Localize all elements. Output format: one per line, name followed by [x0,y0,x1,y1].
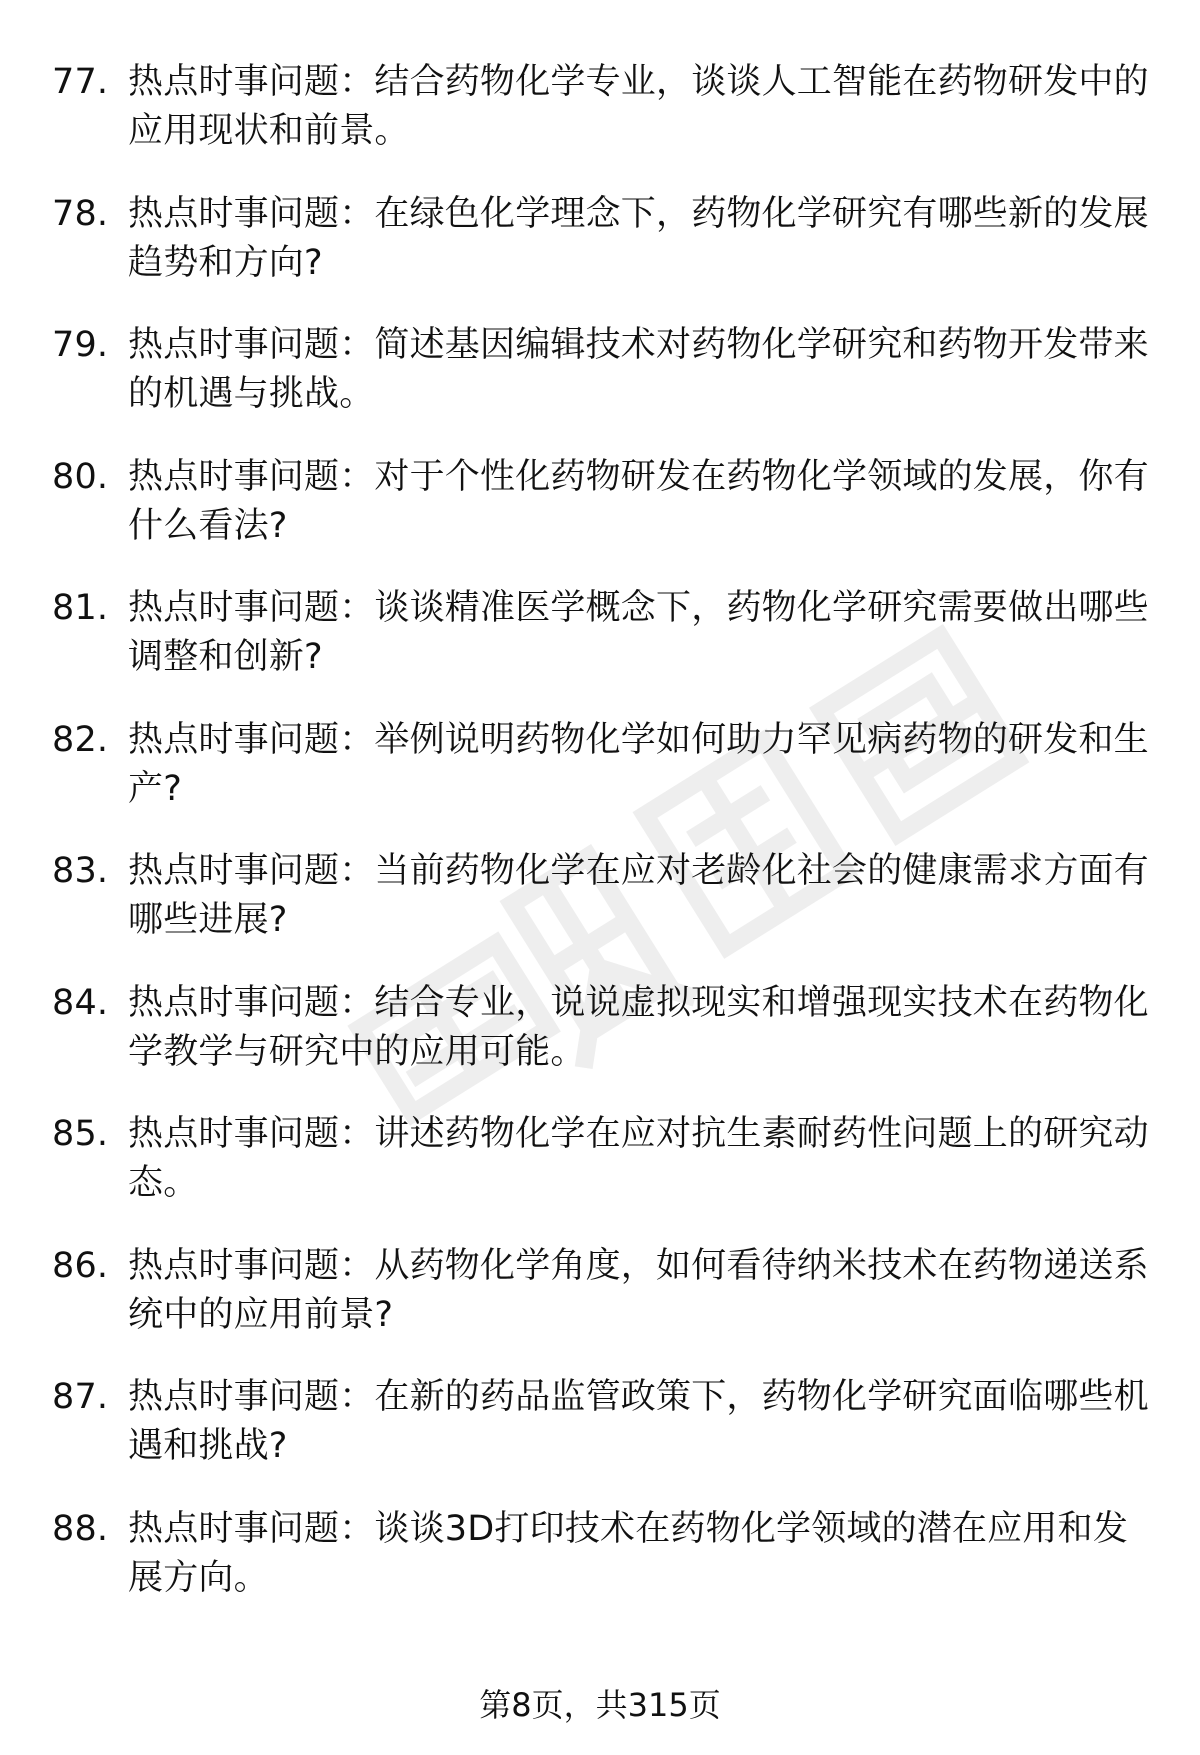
question-text: 热点时事问题：当前药物化学在应对老龄化社会的健康需求方面有哪些进展? [128,851,1149,940]
page-footer [0,1685,1200,1725]
question-item-88 [52,1505,1150,1637]
question-number: 88. [52,1508,109,1549]
question-item-81 [52,584,1150,716]
question-text: 热点时事问题：谈谈精准医学概念下，药物化学研究需要做出哪些调整和创新? [128,588,1149,677]
question-item-80 [52,453,1150,585]
question-number: 80. [52,456,109,497]
question-text: 热点时事问题：讲述药物化学在应对抗生素耐药性问题上的研究动态。 [128,1114,1149,1203]
question-item-82 [52,716,1150,848]
question-number: 77. [52,62,109,102]
question-number: 87. [52,1377,109,1417]
page-number-text: 第8页，共315页 [479,1686,721,1724]
question-number: 83. [52,851,109,891]
question-text: 热点时事问题：在新的药品监管政策下，药物化学研究面临哪些机遇和挑战? [128,1377,1149,1466]
question-text: 热点时事问题：谈谈3D打印技术在药物化学领域的潜在应用和发展方向。 [128,1508,1129,1598]
question-text: 热点时事问题：举例说明药物化学如何助力罕见病药物的研发和生产? [128,719,1149,809]
question-item-87 [52,1373,1150,1505]
question-item-83 [52,847,1150,979]
question-number: 82. [52,719,109,760]
question-number: 78. [52,193,109,234]
question-item-78 [52,190,1150,322]
question-text: 热点时事问题：从药物化学角度，如何看待纳米技术在药物递送系统中的应用前景? [128,1245,1149,1335]
question-number: 84. [52,982,109,1023]
question-item-86 [52,1242,1150,1374]
question-number: 79. [52,325,109,365]
question-text: 热点时事问题：对于个性化药物研发在药物化学领域的发展，你有什么看法? [128,456,1149,546]
question-text: 热点时事问题：在绿色化学理念下，药物化学研究有哪些新的发展趋势和方向? [128,193,1149,283]
question-text: 热点时事问题：结合专业，说说虚拟现实和增强现实技术在药物化学教学与研究中的应用可能。 [128,982,1149,1072]
question-item-85 [52,1110,1150,1242]
question-text: 热点时事问题：简述基因编辑技术对药物化学研究和药物开发带来的机遇与挑战。 [128,325,1149,414]
question-text: 热点时事问题：结合药物化学专业，谈谈人工智能在药物研发中的应用现状和前景。 [128,62,1149,151]
question-item-79 [52,321,1150,453]
question-item-84 [52,979,1150,1111]
question-item-77 [52,58,1150,190]
question-list [52,58,1150,1636]
question-number: 86. [52,1245,109,1286]
question-number: 85. [52,1114,109,1154]
question-number: 81. [52,588,109,628]
